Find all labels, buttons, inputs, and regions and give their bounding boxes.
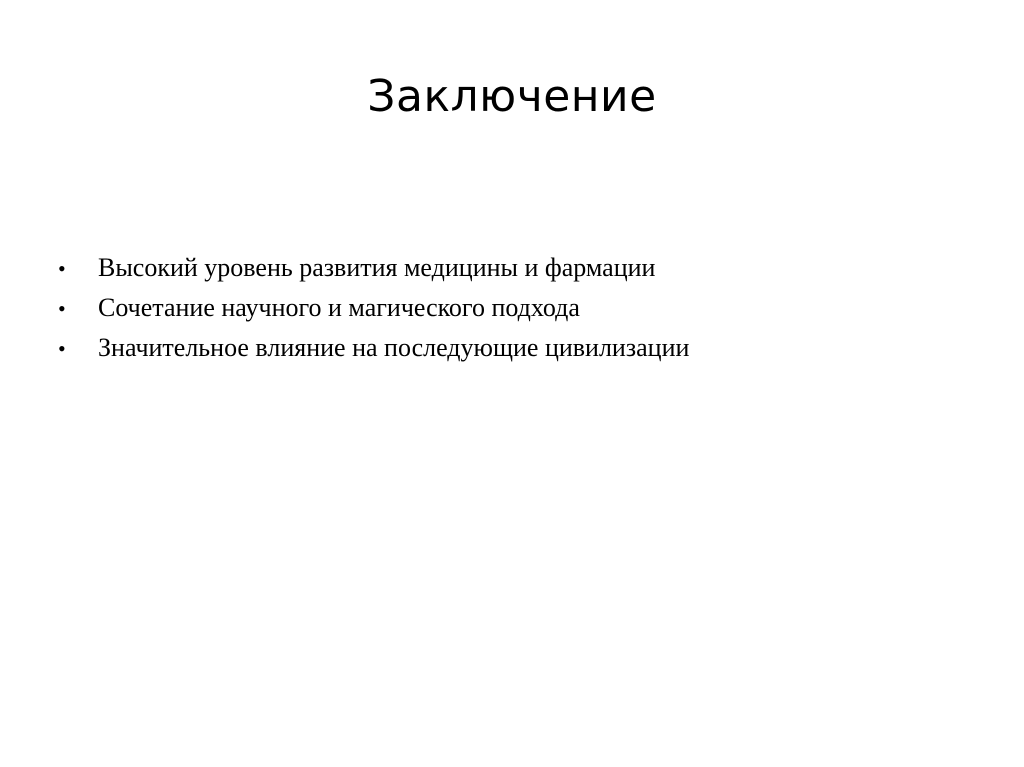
bullet-text: Сочетание научного и магического подхода [98, 293, 580, 322]
bullet-item [58, 328, 689, 368]
slide-title: Заключение [367, 71, 657, 122]
bullet-list [58, 248, 689, 368]
bullet-marker: • [58, 296, 66, 321]
bullet-item [58, 248, 689, 288]
bullet-marker: • [58, 336, 66, 361]
bullet-text: Высокий уровень развития медицины и фармации [98, 253, 656, 282]
bullet-item [58, 288, 689, 328]
bullet-text: Значительное влияние на последующие цивилизации [98, 333, 690, 362]
bullet-marker: • [58, 256, 66, 281]
